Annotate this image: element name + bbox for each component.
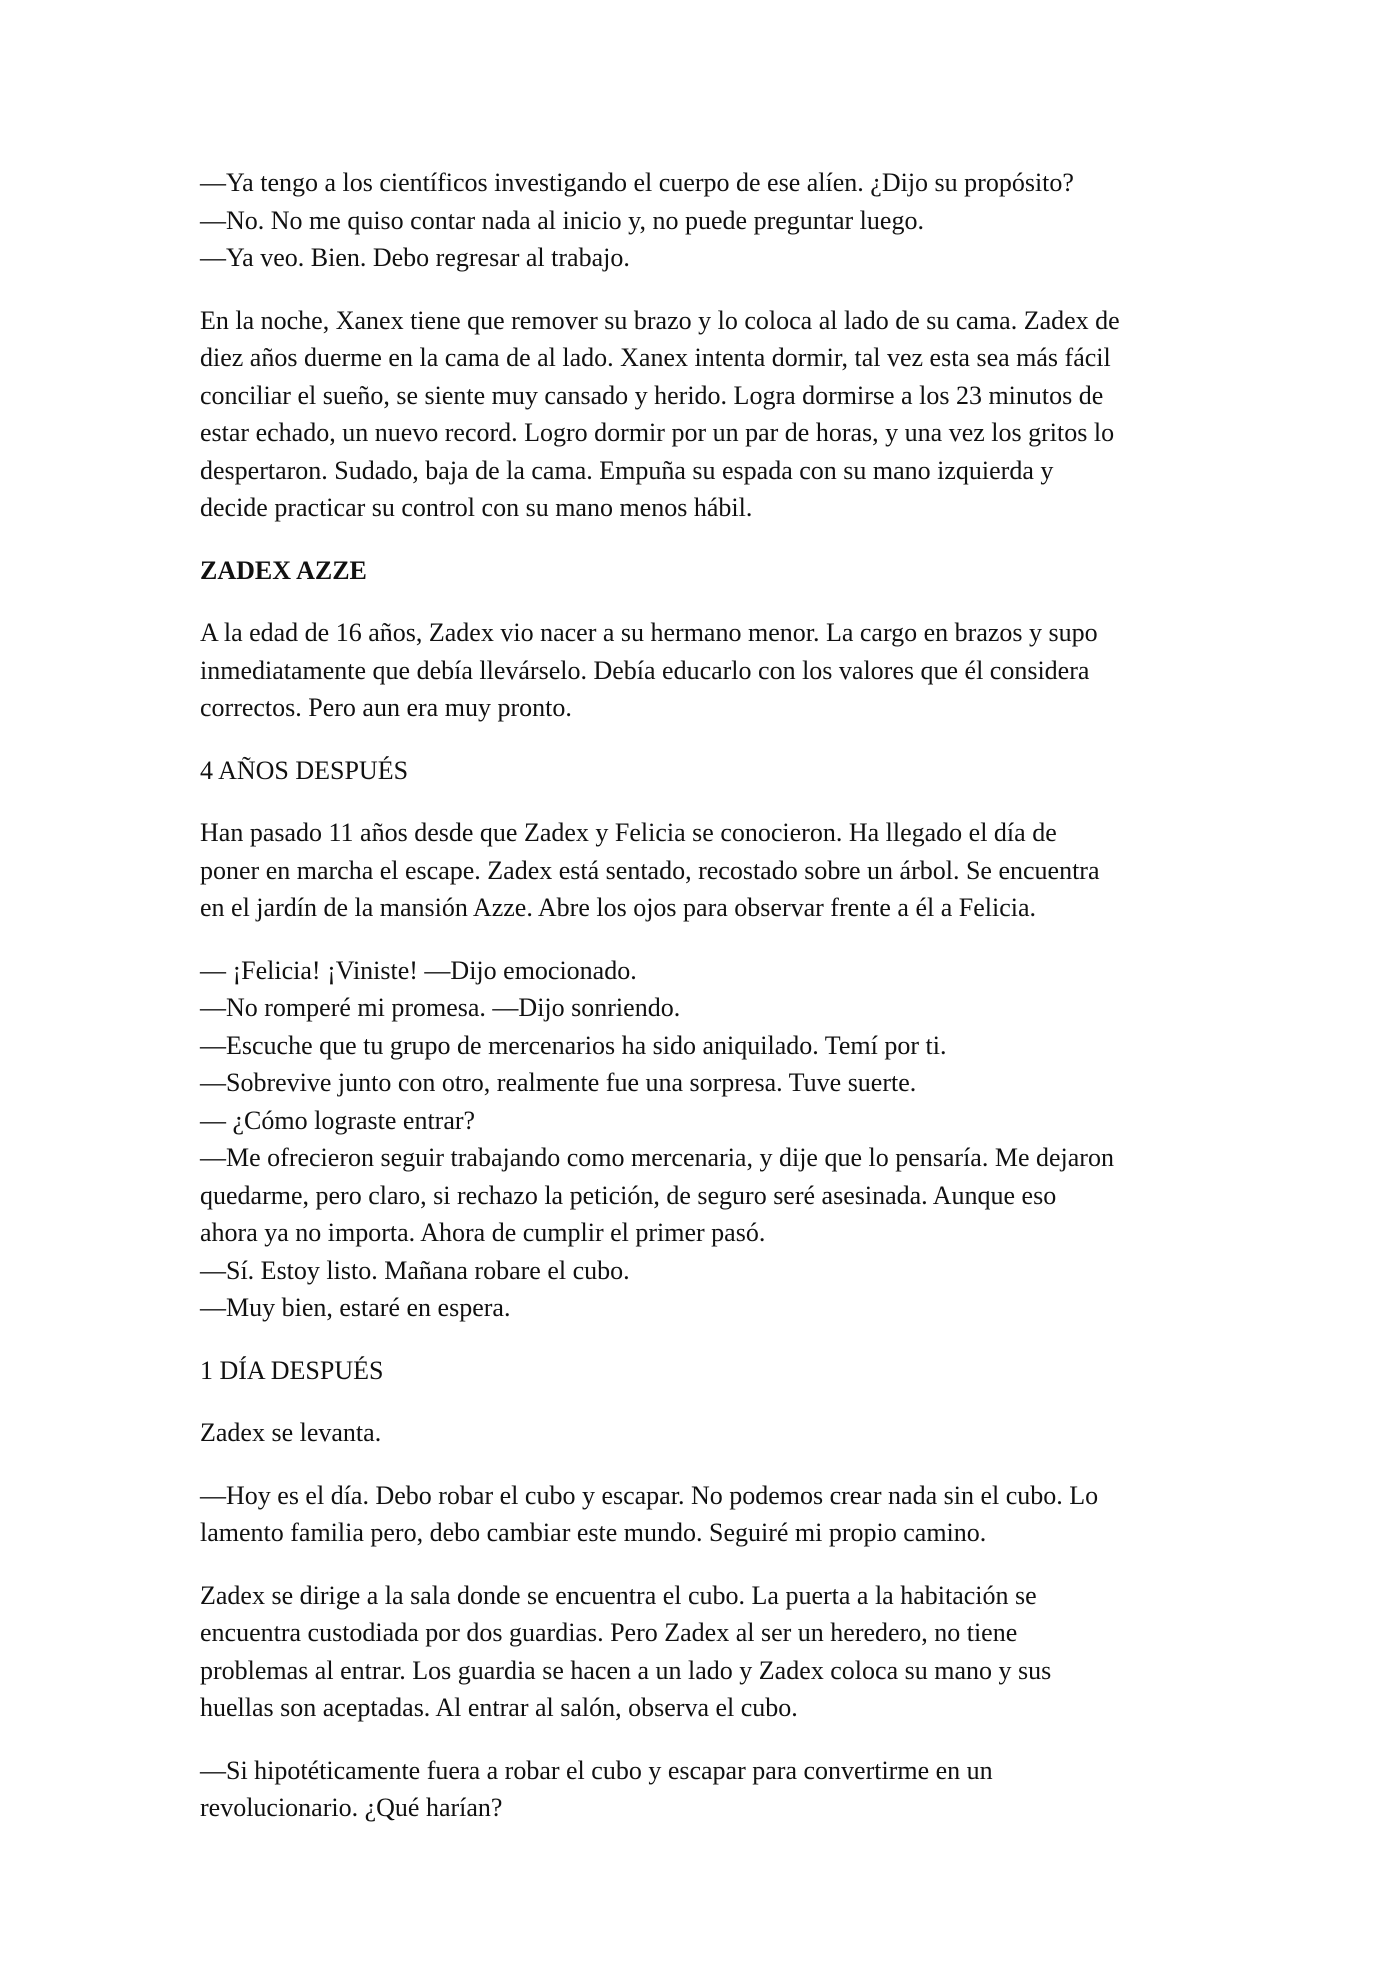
paragraph [200,1752,1210,1827]
text-line: —Hoy es el día. Debo robar el cubo y escapar. No podemos crear nada sin el cubo. Lo [200,1480,1099,1510]
text-line: —Sobrevive junto con otro, realmente fue una sorpresa. Tuve suerte. [200,1068,917,1097]
text-line: En la noche, Xanex tiene que remover su brazo y lo coloca al lado de su cama. Zadex de [200,305,1120,335]
text-line: Zadex se dirige a la sala donde se encuentra el cubo. La puerta a la habitación se [200,1580,1037,1610]
text-line: —Ya veo. Bien. Debo regresar al trabajo. [200,243,630,272]
paragraph [200,1577,1210,1727]
dialogue-block [200,952,1210,1327]
text-line: huellas son aceptadas. Al entrar al salón, observa el cubo. [200,1693,798,1722]
paragraph [200,1477,1210,1552]
text-line: en el jardín de la mansión Azze. Abre los ojos para observar frente a él a Felicia. [200,893,1037,922]
paragraph [200,302,1210,527]
text-line: — ¡Felicia! ¡Viniste! —Dijo emocionado. [200,955,637,985]
text-line: problemas al entrar. Los guardia se hacen a un lado y Zadex coloca su mano y sus [200,1655,1052,1685]
text-line: ZADEX AZZE [200,555,367,585]
text-line: ahora ya no importa. Ahora de cumplir el primer pasó. [200,1218,766,1247]
text-line: estar echado, un nuevo record. Logro dormir por un par de horas, y una vez los gritos lo [200,418,1115,447]
text-line: —Me ofrecieron seguir trabajando como mercenaria, y dije que lo pensaría. Me dejaron [200,1143,1114,1172]
text-line: A la edad de 16 años, Zadex vio nacer a su hermano menor. La cargo en brazos y supo [200,618,1098,647]
text-line: diez años duerme en la cama de al lado. Xanex intenta dormir, tal vez esta sea más fácil [200,343,1111,372]
text-line: encuentra custodiada por dos guardias. Pero Zadex al ser un heredero, no tiene [200,1618,1018,1647]
paragraph [200,614,1210,727]
text-line: —Si hipotéticamente fuera a robar el cubo y escapar para convertirme en un [200,1755,993,1785]
text-line: correctos. Pero aun era muy pronto. [200,693,572,722]
time-marker-heading [200,1352,1210,1390]
text-line: —Ya tengo a los científicos investigando el cuerpo de ese alíen. ¿Dijo su propósito? [200,168,1074,197]
text-line: Zadex se levanta. [200,1418,382,1447]
text-line: 1 DÍA DESPUÉS [200,1355,384,1385]
text-line: —No romperé mi promesa. —Dijo sonriendo. [200,993,681,1022]
text-line: quedarme, pero claro, si rechazo la petición, de seguro seré asesinada. Aunque eso [200,1180,1057,1210]
text-line: decide practicar su control con su mano menos hábil. [200,493,753,522]
text-line: 4 AÑOS DESPUÉS [200,755,409,785]
paragraph [200,814,1210,927]
document-body [200,164,1210,1852]
text-line: lamento familia pero, debo cambiar este mundo. Seguiré mi propio camino. [200,1518,987,1547]
text-line: —Sí. Estoy listo. Mañana robare el cubo. [200,1255,630,1285]
text-line: Han pasado 11 años desde que Zadex y Felicia se conocieron. Ha llegado el día de [200,818,1057,847]
text-line: revolucionario. ¿Qué harían? [200,1793,503,1822]
text-line: —No. No me quiso contar nada al inicio y, no puede preguntar luego. [200,205,924,235]
paragraph [200,1414,1210,1452]
dialogue-block [200,164,1210,277]
text-line: — ¿Cómo lograste entrar? [200,1105,476,1135]
section-heading [200,552,1210,590]
time-marker-heading [200,752,1210,790]
text-line: conciliar el sueño, se siente muy cansado y herido. Logra dormirse a los 23 minutos de [200,380,1104,410]
text-line: —Escuche que tu grupo de mercenarios ha sido aniquilado. Temí por ti. [200,1030,947,1060]
text-line: poner en marcha el escape. Zadex está sentado, recostado sobre un árbol. Se encuentra [200,855,1100,885]
text-line: despertaron. Sudado, baja de la cama. Empuña su espada con su mano izquierda y [200,455,1054,485]
text-line: —Muy bien, estaré en espera. [200,1293,511,1322]
text-line: inmediatamente que debía llevárselo. Debía educarlo con los valores que él considera [200,655,1090,685]
